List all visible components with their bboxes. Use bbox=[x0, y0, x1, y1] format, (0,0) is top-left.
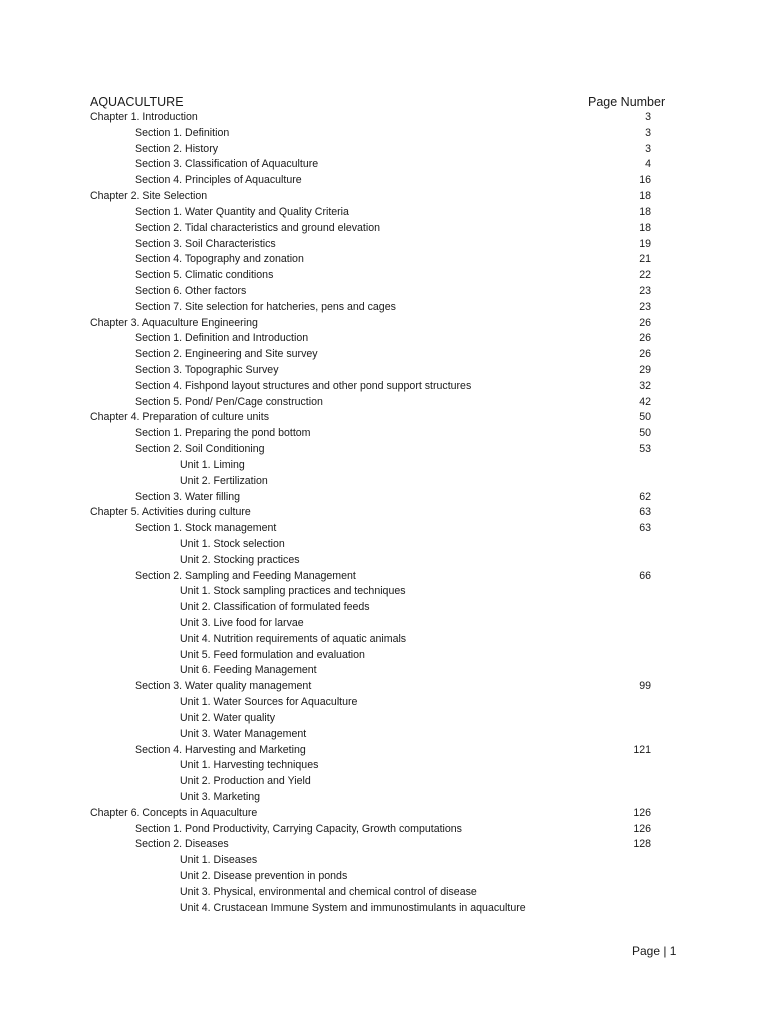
toc-entry bbox=[0, 268, 768, 284]
toc-entry-label: Section 6. Other factors bbox=[135, 284, 247, 297]
toc-entry-label: Chapter 4. Preparation of culture units bbox=[90, 411, 270, 424]
toc-entry bbox=[0, 458, 768, 474]
toc-entry bbox=[0, 505, 768, 521]
toc-entry-page: 32 bbox=[639, 379, 651, 392]
toc-entry-page: 62 bbox=[639, 490, 651, 503]
toc-entry-label: Section 2. History bbox=[135, 142, 219, 155]
toc-entry bbox=[0, 142, 768, 158]
toc-entry-label: Section 1. Definition and Introduction bbox=[135, 332, 309, 345]
toc-entry-page: 53 bbox=[639, 443, 651, 456]
toc-entry bbox=[0, 189, 768, 205]
toc-entry-label: Section 1. Pond Productivity, Carrying Capacity, Growth computations bbox=[135, 822, 462, 835]
toc-entry bbox=[0, 695, 768, 711]
toc-entry bbox=[0, 553, 768, 569]
toc-entry-page: 50 bbox=[639, 427, 651, 440]
toc-entry-label: Section 5. Pond/ Pen/Cage construction bbox=[135, 395, 323, 408]
table-of-contents bbox=[0, 110, 768, 916]
toc-entry-label: Chapter 1. Introduction bbox=[90, 111, 198, 123]
toc-entry-page: 63 bbox=[639, 522, 651, 535]
toc-entry-label: Section 3. Water filling bbox=[135, 490, 241, 503]
toc-entry-label: Section 1. Preparing the pond bottom bbox=[135, 427, 311, 440]
toc-entry-label: Section 1. Stock management bbox=[135, 522, 277, 535]
toc-entry-page: 126 bbox=[633, 822, 651, 835]
toc-entry-page: 18 bbox=[639, 190, 651, 203]
toc-entry-page: 50 bbox=[639, 411, 651, 424]
toc-entry bbox=[0, 711, 768, 727]
toc-entry-label: Unit 5. Feed formulation and evaluation bbox=[180, 648, 365, 661]
toc-entry bbox=[0, 363, 768, 379]
toc-entry-label: Unit 1. Stock sampling practices and techniques bbox=[180, 585, 406, 598]
toc-entry bbox=[0, 616, 768, 632]
toc-entry bbox=[0, 395, 768, 411]
toc-entry-label: Section 4. Fishpond layout structures and other pond support structures bbox=[135, 379, 472, 392]
toc-entry bbox=[0, 537, 768, 553]
toc-entry-label: Section 4. Topography and zonation bbox=[135, 253, 304, 266]
toc-entry-label: Section 2. Soil Conditioning bbox=[135, 443, 265, 456]
toc-entry bbox=[0, 237, 768, 253]
toc-entry-page: 23 bbox=[639, 284, 651, 297]
toc-entry bbox=[0, 173, 768, 189]
toc-entry bbox=[0, 885, 768, 901]
toc-entry-label: Unit 3. Physical, environmental and chemical control of disease bbox=[180, 885, 477, 898]
toc-entry bbox=[0, 379, 768, 395]
toc-entry bbox=[0, 790, 768, 806]
toc-entry-label: Chapter 3. Aquaculture Engineering bbox=[90, 316, 258, 329]
toc-entry bbox=[0, 837, 768, 853]
toc-entry-label: Section 5. Climatic conditions bbox=[135, 269, 274, 282]
toc-entry bbox=[0, 300, 768, 316]
toc-entry bbox=[0, 569, 768, 585]
toc-entry bbox=[0, 806, 768, 822]
toc-entry-label: Section 2. Engineering and Site survey bbox=[135, 348, 318, 361]
toc-entry-page: 16 bbox=[639, 174, 651, 187]
toc-entry bbox=[0, 284, 768, 300]
toc-entry bbox=[0, 869, 768, 885]
toc-entry-label: Unit 1. Harvesting techniques bbox=[180, 759, 319, 772]
toc-entry-label: Section 2. Sampling and Feeding Management bbox=[135, 569, 356, 582]
toc-entry bbox=[0, 584, 768, 600]
toc-entry-page: 99 bbox=[639, 680, 651, 693]
document-title: AQUACULTURE bbox=[90, 95, 184, 109]
toc-entry-page: 66 bbox=[639, 569, 651, 582]
toc-entry-page: 21 bbox=[639, 253, 651, 266]
toc-entry-label: Section 3. Classification of Aquaculture bbox=[135, 158, 319, 171]
toc-entry-label: Unit 3. Water Management bbox=[180, 727, 307, 740]
toc-entry bbox=[0, 221, 768, 237]
toc-entry-page: 26 bbox=[639, 348, 651, 361]
toc-entry bbox=[0, 474, 768, 490]
toc-entry-label: Unit 4. Crustacean Immune System and immunostimulants in aquaculture bbox=[180, 901, 526, 914]
toc-entry-label: Section 7. Site selection for hatcheries, pens and cages bbox=[135, 300, 396, 313]
toc-entry-label: Chapter 2. Site Selection bbox=[90, 190, 208, 203]
toc-entry bbox=[0, 648, 768, 664]
toc-entry bbox=[0, 252, 768, 268]
toc-entry-label: Section 2. Diseases bbox=[135, 838, 229, 851]
toc-entry bbox=[0, 743, 768, 759]
page-number-header: Page Number bbox=[588, 95, 666, 109]
toc-entry-label: Chapter 6. Concepts in Aquaculture bbox=[90, 806, 258, 819]
toc-entry-label: Unit 2. Stocking practices bbox=[180, 553, 300, 566]
toc-entry bbox=[0, 901, 768, 917]
toc-entry bbox=[0, 126, 768, 142]
toc-entry-label: Section 2. Tidal characteristics and ground elevation bbox=[135, 221, 380, 234]
toc-entry-page: 4 bbox=[645, 158, 651, 171]
toc-entry-page: 22 bbox=[639, 269, 651, 282]
toc-entry-label: Section 1. Water Quantity and Quality Criteria bbox=[135, 205, 349, 218]
toc-entry-label: Unit 2. Production and Yield bbox=[180, 775, 311, 788]
page-footer: Page | 1 bbox=[632, 944, 677, 958]
toc-entry-page: 128 bbox=[633, 838, 651, 851]
toc-entry-label: Unit 1. Stock selection bbox=[180, 537, 285, 550]
toc-entry-label: Section 1. Definition bbox=[135, 126, 230, 139]
toc-entry-label: Unit 3. Live food for larvae bbox=[180, 617, 304, 629]
toc-entry bbox=[0, 442, 768, 458]
toc-entry-label: Unit 2. Classification of formulated feeds bbox=[180, 601, 370, 614]
toc-entry-label: Unit 3. Marketing bbox=[180, 790, 261, 803]
toc-entry-label: Unit 2. Disease prevention in ponds bbox=[180, 870, 348, 882]
toc-entry-label: Section 3. Soil Characteristics bbox=[135, 237, 276, 250]
toc-entry-label: Section 3. Water quality management bbox=[135, 680, 312, 693]
toc-entry-page: 29 bbox=[639, 364, 651, 376]
toc-entry bbox=[0, 347, 768, 363]
toc-entry-label: Section 3. Topographic Survey bbox=[135, 364, 279, 376]
toc-entry-label: Unit 6. Feeding Management bbox=[180, 664, 317, 677]
toc-entry-page: 3 bbox=[645, 142, 651, 155]
toc-entry bbox=[0, 632, 768, 648]
toc-entry-page: 3 bbox=[645, 111, 651, 123]
toc-entry-label: Chapter 5. Activities during culture bbox=[90, 506, 251, 519]
toc-entry bbox=[0, 853, 768, 869]
toc-entry bbox=[0, 410, 768, 426]
toc-entry-page: 18 bbox=[639, 205, 651, 218]
toc-entry bbox=[0, 157, 768, 173]
toc-entry bbox=[0, 727, 768, 743]
toc-entry-label: Unit 1. Diseases bbox=[180, 854, 258, 867]
toc-entry bbox=[0, 205, 768, 221]
toc-entry-label: Unit 2. Water quality bbox=[180, 711, 275, 724]
toc-entry bbox=[0, 679, 768, 695]
toc-entry bbox=[0, 774, 768, 790]
toc-entry-label: Unit 1. Liming bbox=[180, 458, 245, 471]
toc-entry bbox=[0, 426, 768, 442]
toc-entry-label: Section 4. Principles of Aquaculture bbox=[135, 174, 302, 187]
toc-entry-page: 121 bbox=[633, 743, 651, 756]
toc-entry-page: 126 bbox=[633, 806, 651, 819]
toc-entry-label: Section 4. Harvesting and Marketing bbox=[135, 743, 306, 756]
toc-entry-page: 19 bbox=[639, 237, 651, 250]
toc-entry bbox=[0, 316, 768, 332]
toc-entry bbox=[0, 490, 768, 506]
toc-entry bbox=[0, 663, 768, 679]
toc-entry-page: 23 bbox=[639, 300, 651, 313]
toc-entry-label: Unit 4. Nutrition requirements of aquatic animals bbox=[180, 632, 407, 645]
toc-entry bbox=[0, 521, 768, 537]
toc-entry-label: Unit 2. Fertilization bbox=[180, 474, 268, 487]
toc-entry bbox=[0, 600, 768, 616]
toc-entry bbox=[0, 110, 768, 126]
toc-entry-label: Unit 1. Water Sources for Aquaculture bbox=[180, 696, 358, 709]
toc-entry-page: 3 bbox=[645, 126, 651, 139]
toc-entry-page: 18 bbox=[639, 221, 651, 234]
toc-entry-page: 26 bbox=[639, 332, 651, 345]
toc-entry-page: 26 bbox=[639, 316, 651, 329]
toc-entry-page: 42 bbox=[639, 395, 651, 408]
toc-entry bbox=[0, 758, 768, 774]
toc-entry bbox=[0, 331, 768, 347]
toc-entry bbox=[0, 822, 768, 838]
toc-entry-page: 63 bbox=[639, 506, 651, 519]
